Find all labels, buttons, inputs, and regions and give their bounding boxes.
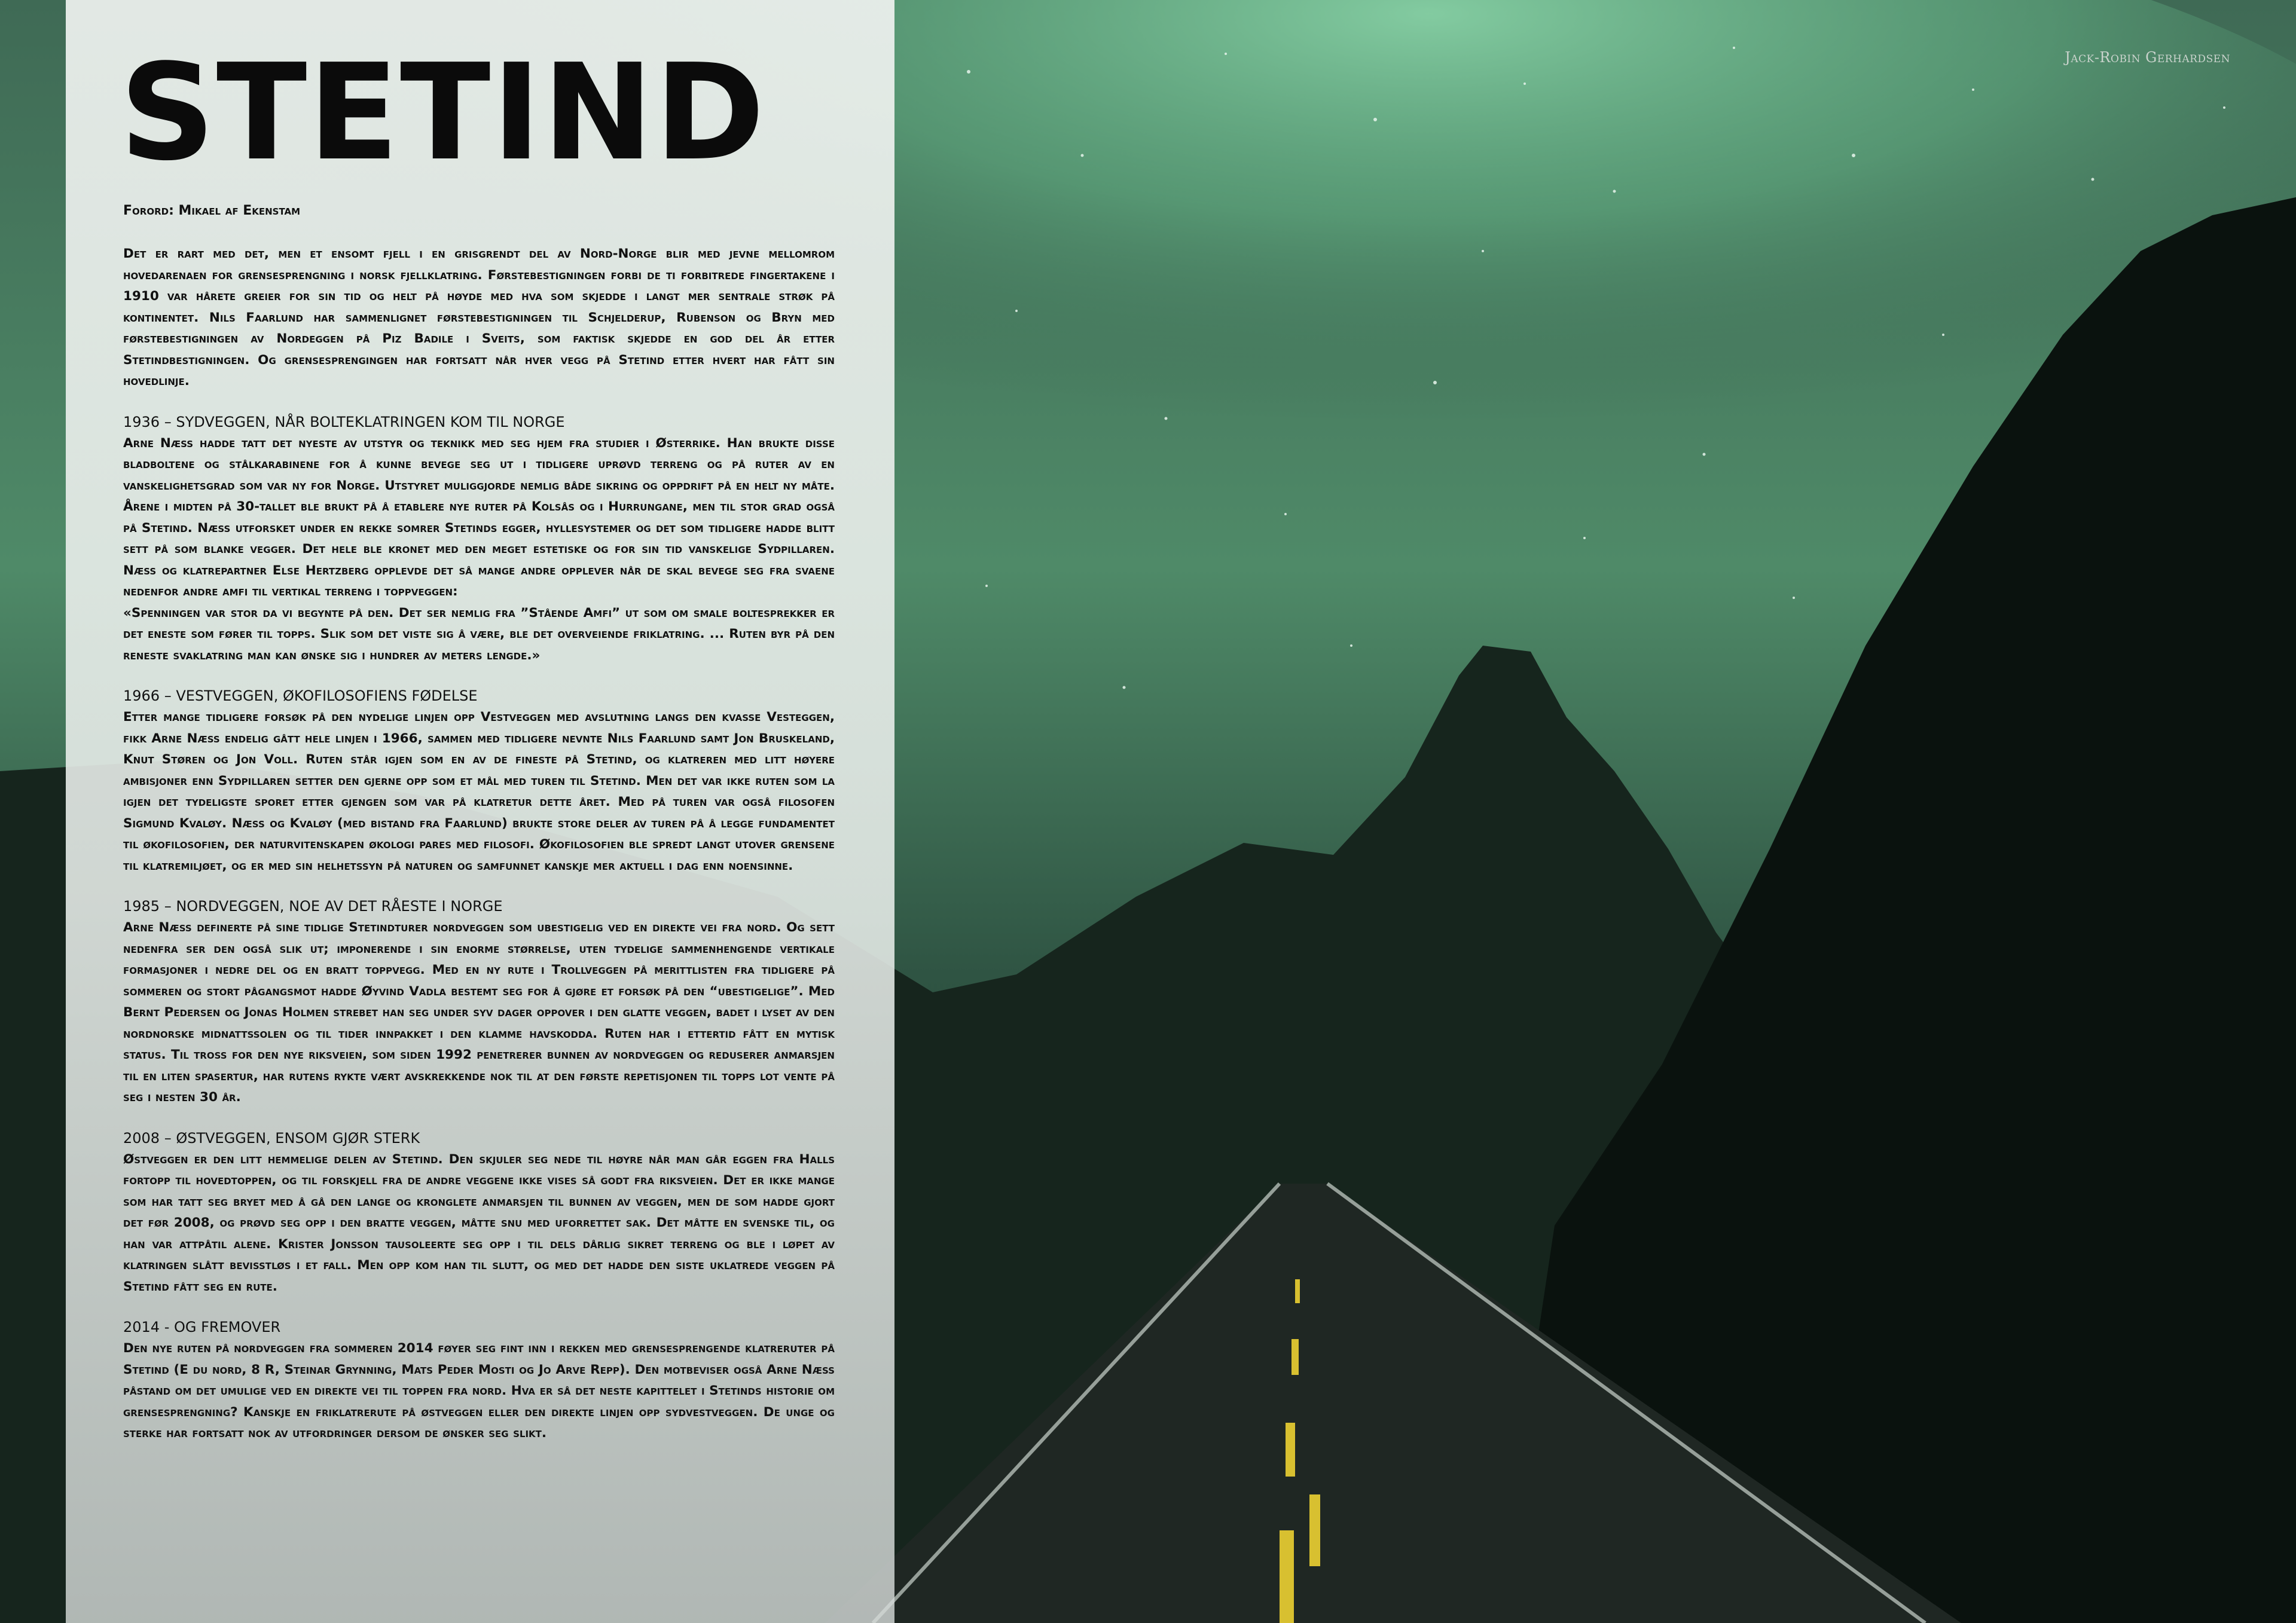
article-panel bbox=[66, 0, 894, 1623]
section-text: Østveggen er den litt hemmelige delen av Stetind. Den skjuler seg nede til høyre når man går eggen fra Halls fortopp til hovedtoppen, og til forskjell fra de andre veggene ikke vises så godt fra riksveien. Det er ikke mange som har tatt seg bryet med å gå den lange og kronglete anmarsjen til bunnen av veggen, men de som hadde gjort det før 2008, og prøvd seg opp i den bratte veggen, måtte snu med uforrettet sak. Det måtte en svenske til, og han var attpåtil alene. Krister Jonsson tausoleerte seg opp i til dels dårlig sikret terreng og ble i løpet av klatringen slått bevisstløs i et fall. Men opp kom han til slutt, og med det hadde den siste uklatrede veggen på Stetind fått seg en rute. bbox=[123, 1151, 835, 1294]
section-heading: 2008 – ØSTVEGGEN, ENSOM GJØR STERK bbox=[123, 1129, 420, 1147]
section-text: Den nye ruten på nordveggen fra sommeren 2014 føyer seg fint inn i rekken med grensesprengende klatreruter på Stetind (E du nord, 8 R, Steinar Grynning, Mats Peder Mosti og Jo Arve Repp). Den motbeviser også Arne Næss påstand om det umulige ved en direkte vei til toppen fra nord. Hva er så det neste kapittelet i Stetinds historie om grensesprengning? Kanskje en friklatrerute på østveggen eller den direkte linjen opp sydvestveggen. De unge og sterke har fortsatt nok av utfordringer dersom de ønsker seg slikt. bbox=[123, 1341, 835, 1441]
section-2008 bbox=[123, 1127, 835, 1298]
section-heading: 1966 – VESTVEGGEN, ØKOFILOSOFIENS FØDELSE bbox=[123, 687, 478, 704]
section-text: Etter mange tidligere forsøk på den nydelige linjen opp Vestveggen med avslutning langs den kvasse Vesteggen, fikk Arne Næss endelig gått hele linjen i 1966, sammen med tidligere nevnte Nils Faarlund samt Jon Bruskeland, Knut Støren og Jon Voll. Ruten står igjen som en av de fineste på Stetind, og klatreren med litt høyere ambisjoner enn Sydpillaren setter den gjerne opp som et mål med turen til Stetind. Men det var ikke ruten som la igjen det tydeligste sporet etter gjengen som var på klatretur dette året. Med på turen var også filosofen Sigmund Kvaløy. Næss og Kvaløy (med bistand fra Faarlund) brukte store deler av turen på å legge fundamentet til økofilosofien, der naturvitenskapen økologi pares med filosofi. Økofilosofien ble spredt langt utover grensene til klatremiljøet, og er med sin helhetssyn på naturen og samfunnet kanskje mer aktuell i dag enn noensinne. bbox=[123, 710, 835, 873]
section-quote: «Spenningen var stor da vi begynte på den. Det ser nemlig fra ”Stående Amfi” ut som om smale boltesprekker er det eneste som fører til topps. Slik som det viste sig å være, ble det overveiende friklatring. ... Ruten byr på den reneste svaklatring man kan ønske sig i hundrer av meters lengde.» bbox=[123, 605, 835, 663]
section-2014 bbox=[123, 1316, 835, 1444]
section-text: Arne Næss hadde tatt det nyeste av utstyr og teknikk med seg hjem fra studier i Østerrike. Han brukte disse bladboltene og stålkarabinene for å kunne bevege seg ut i tidligere uprøvd terreng og på ruter av en vanskelighetsgrad som var ny for Norge. Utstyret muliggjorde nemlig både sikring og oppdrift på en helt ny måte. Årene i midten på 30-tallet ble brukt på å etablere nye ruter på Kolsås og i Hurrungane, men til stor grad også på Stetind. Næss utforsket under en rekke somrer Stetinds egger, hyllesystemer og det som tidligere hadde blitt sett på som blanke vegger. Det hele ble kronet med den meget estetiske og for sin tid vanskelige Sydpillaren. Næss og klatrepartner Else Hertzberg opplevde det så mange andre opplever når de skal bevege seg fra svaene nedenfor andre amfi til vertikal terreng i toppveggen: bbox=[123, 435, 835, 599]
intro-paragraph: Det er rart med det, men et ensomt fjell i en grisgrendt del av Nord-Norge blir med jevne mellomrom hovedarenaen for grensesprengning i norsk fjellklatring. Førstebestigningen forbi de ti forbitrede fingertakene i 1910 var hårete greier for sin tid og helt på høyde med hva som skjedde i langt mer sentrale strøk på kontinentet. Nils Faarlund har sammenlignet førstebestigningen til Schjelderup, Rubenson og Bryn med førstebestigningen av Nordeggen på Piz Badile i Sveits, som faktisk skjedde en god del år etter Stetindbestigningen. Og grensesprengingen har fortsatt når hver vegg på Stetind etter hvert har fått sin hovedlinje. bbox=[123, 246, 835, 389]
page-title: STETIND bbox=[120, 36, 767, 190]
section-heading: 1936 – SYDVEGGEN, NÅR BOLTEKLATRINGEN KOM TIL NORGE bbox=[123, 413, 565, 430]
section-1966 bbox=[123, 685, 835, 876]
section-text: Arne Næss definerte på sine tidlige Stetindturer nordveggen som ubestigelig ved en direkte vei fra nord. Og sett nedenfra ser den også slik ut; imponerende i sin enorme størrelse, uten tydelige sammenhengende vertikale formasjoner i nedre del og en bratt toppvegg. Med en ny rute i Trollveggen på merittlisten fra tidligere på sommeren og stort pågangsmot hadde Øyvind Vadla bestemt seg for å gjøre et forsøk på den “ubestigelige”. Med Bernt Pedersen og Jonas Holmen strebet han seg under syv dager oppover i den glatte veggen, badet i lyset av den nordnorske midnattssolen og til tider innpakket i den klamme havskodda. Ruten har i ettertid fått en mytisk status. Til tross for den nye riksveien, som siden 1992 penetrerer bunnen av nordveggen og reduserer anmarsjen til en liten spasertur, har rutens rykte vært avskrekkende nok til at den første repetisjonen til topps lot vente på seg i nesten 30 år. bbox=[123, 920, 835, 1105]
section-1936 bbox=[123, 411, 835, 667]
section-heading: 1985 – NORDVEGGEN, NOE AV DET RÅESTE I NORGE bbox=[123, 898, 503, 915]
foreword-byline: Forord: Mikael af Ekenstam bbox=[123, 203, 301, 218]
section-1985 bbox=[123, 895, 835, 1108]
section-heading: 2014 - OG FREMOVER bbox=[123, 1319, 281, 1335]
photo-credit: Jack-Robin Gerhardsen bbox=[2065, 49, 2230, 66]
